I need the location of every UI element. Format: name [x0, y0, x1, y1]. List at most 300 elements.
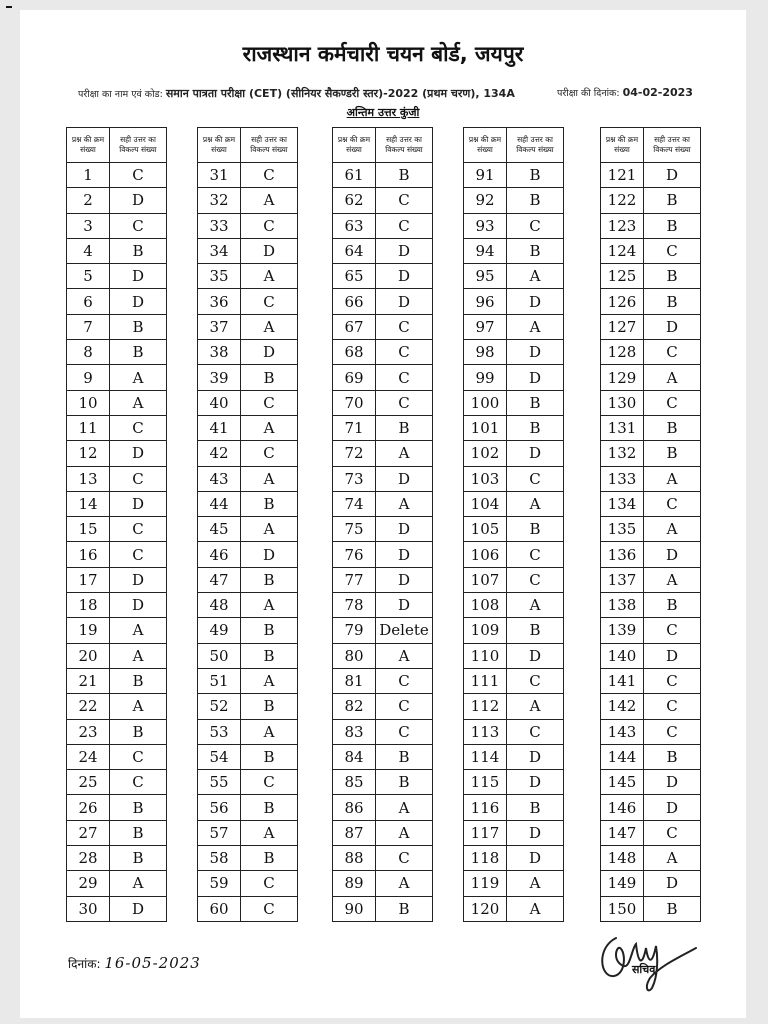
correct-option: D [241, 340, 298, 365]
correct-option: B [376, 163, 433, 188]
table-row [464, 491, 564, 516]
correct-option: A [241, 314, 298, 339]
question-number: 100 [464, 390, 507, 415]
table-row [333, 719, 433, 744]
footer-date-label: दिनांक: [68, 957, 101, 971]
table-row [464, 238, 564, 263]
table-row [67, 542, 167, 567]
table-row [198, 466, 298, 491]
question-number: 78 [333, 593, 376, 618]
correct-option: A [507, 694, 564, 719]
correct-option: C [644, 719, 701, 744]
question-number: 48 [198, 593, 241, 618]
correct-option: D [507, 441, 564, 466]
question-number: 21 [67, 668, 110, 693]
table-row [67, 188, 167, 213]
table-row [464, 846, 564, 871]
correct-option: D [110, 567, 167, 592]
question-number: 113 [464, 719, 507, 744]
question-number: 73 [333, 466, 376, 491]
correct-option: B [507, 163, 564, 188]
question-number: 9 [67, 365, 110, 390]
correct-option: B [241, 643, 298, 668]
correct-option: B [241, 744, 298, 769]
correct-option: D [644, 770, 701, 795]
table-row [198, 365, 298, 390]
table-row [464, 694, 564, 719]
correct-option: B [644, 896, 701, 921]
table-row [601, 238, 701, 263]
table-row [333, 415, 433, 440]
question-number: 90 [333, 896, 376, 921]
question-number: 133 [601, 466, 644, 491]
table-row [67, 390, 167, 415]
question-number: 17 [67, 567, 110, 592]
correct-option: A [110, 643, 167, 668]
correct-option: A [241, 188, 298, 213]
table-row [464, 466, 564, 491]
question-number: 29 [67, 871, 110, 896]
table-row [333, 238, 433, 263]
table-row [67, 213, 167, 238]
question-number: 77 [333, 567, 376, 592]
correct-option: B [110, 314, 167, 339]
correct-option: D [110, 441, 167, 466]
question-number: 16 [67, 542, 110, 567]
question-number: 140 [601, 643, 644, 668]
correct-option: C [376, 719, 433, 744]
table-row [67, 365, 167, 390]
question-number: 135 [601, 517, 644, 542]
table-row [198, 896, 298, 921]
question-number: 26 [67, 795, 110, 820]
correct-option: C [241, 871, 298, 896]
table-row [198, 517, 298, 542]
table-row [601, 340, 701, 365]
question-number: 121 [601, 163, 644, 188]
table-row [601, 846, 701, 871]
table-row [464, 719, 564, 744]
correct-option: B [241, 567, 298, 592]
table-row [464, 567, 564, 592]
table-row [601, 795, 701, 820]
correct-option: D [110, 491, 167, 516]
correct-option: C [110, 517, 167, 542]
question-number: 145 [601, 770, 644, 795]
exam-date-info [557, 86, 693, 99]
correct-option: A [644, 567, 701, 592]
question-number: 139 [601, 618, 644, 643]
question-number: 83 [333, 719, 376, 744]
correct-option: C [507, 719, 564, 744]
question-number: 15 [67, 517, 110, 542]
table-row [601, 415, 701, 440]
question-number: 65 [333, 264, 376, 289]
correct-option: B [110, 719, 167, 744]
table-row [464, 795, 564, 820]
table-row [464, 643, 564, 668]
table-row [67, 871, 167, 896]
question-number: 127 [601, 314, 644, 339]
footer-date-value: 16-05-2023 [104, 954, 201, 972]
table-row [198, 770, 298, 795]
correct-option: D [644, 795, 701, 820]
question-number: 146 [601, 795, 644, 820]
table-header-row [198, 128, 298, 163]
correct-option: B [507, 415, 564, 440]
table-row [67, 668, 167, 693]
table-row [67, 289, 167, 314]
correct-option: B [644, 744, 701, 769]
table-row [601, 871, 701, 896]
question-number: 81 [333, 668, 376, 693]
question-number: 150 [601, 896, 644, 921]
correct-option: B [507, 390, 564, 415]
table-row [464, 770, 564, 795]
correct-option: C [507, 213, 564, 238]
table-row [198, 846, 298, 871]
correct-option: D [376, 517, 433, 542]
question-number: 56 [198, 795, 241, 820]
question-number: 131 [601, 415, 644, 440]
table-row [464, 289, 564, 314]
correct-option: A [241, 820, 298, 845]
table-row [67, 517, 167, 542]
footer-date [68, 954, 201, 972]
correct-option: C [376, 668, 433, 693]
answer-key-sheet [20, 10, 746, 1018]
correct-option-header: सही उत्तर का विकल्प संख्या [644, 128, 701, 163]
table-row [601, 542, 701, 567]
correct-option: D [376, 466, 433, 491]
question-number: 24 [67, 744, 110, 769]
question-number: 93 [464, 213, 507, 238]
table-row [198, 795, 298, 820]
question-number: 126 [601, 289, 644, 314]
question-number: 10 [67, 390, 110, 415]
question-number: 28 [67, 846, 110, 871]
exam-label: परीक्षा का नाम एवं कोड: [78, 89, 163, 100]
correct-option: D [507, 770, 564, 795]
correct-option: D [644, 542, 701, 567]
correct-option: A [241, 593, 298, 618]
question-number: 99 [464, 365, 507, 390]
table-row [464, 188, 564, 213]
question-number: 31 [198, 163, 241, 188]
table-row [198, 415, 298, 440]
table-row [601, 668, 701, 693]
table-row [67, 163, 167, 188]
table-row [198, 668, 298, 693]
correct-option: D [110, 896, 167, 921]
question-number: 110 [464, 643, 507, 668]
correct-option: A [644, 466, 701, 491]
question-number: 80 [333, 643, 376, 668]
question-number: 147 [601, 820, 644, 845]
correct-option: C [110, 163, 167, 188]
question-number: 54 [198, 744, 241, 769]
table-row [333, 517, 433, 542]
correct-option: D [376, 542, 433, 567]
question-number: 53 [198, 719, 241, 744]
table-row [67, 770, 167, 795]
table-row [464, 340, 564, 365]
correct-option: B [110, 668, 167, 693]
correct-option: C [241, 896, 298, 921]
question-number: 144 [601, 744, 644, 769]
table-row [67, 694, 167, 719]
correct-option: A [376, 643, 433, 668]
table-row [464, 365, 564, 390]
question-number: 95 [464, 264, 507, 289]
correct-option: D [507, 643, 564, 668]
question-number: 63 [333, 213, 376, 238]
correct-option: B [507, 188, 564, 213]
question-number: 132 [601, 441, 644, 466]
correct-option: C [110, 770, 167, 795]
signature-title: सचिव [632, 963, 656, 976]
question-number: 6 [67, 289, 110, 314]
question-number: 39 [198, 365, 241, 390]
table-row [464, 871, 564, 896]
table-row [464, 593, 564, 618]
question-number: 7 [67, 314, 110, 339]
question-number: 141 [601, 668, 644, 693]
question-number: 112 [464, 694, 507, 719]
table-row [67, 820, 167, 845]
table-row [198, 314, 298, 339]
question-number-header: प्रश्न की क्रम संख्या [464, 128, 507, 163]
table-row [333, 340, 433, 365]
correct-option: C [110, 213, 167, 238]
correct-option: B [376, 770, 433, 795]
table-row [601, 390, 701, 415]
question-number: 3 [67, 213, 110, 238]
exam-info [78, 86, 515, 101]
question-number: 136 [601, 542, 644, 567]
correct-option: C [644, 390, 701, 415]
correct-option: B [644, 264, 701, 289]
correct-option: A [241, 668, 298, 693]
question-number: 66 [333, 289, 376, 314]
question-number: 8 [67, 340, 110, 365]
question-number: 67 [333, 314, 376, 339]
corner-mark [6, 6, 12, 8]
question-number: 59 [198, 871, 241, 896]
table-row [67, 896, 167, 921]
table-row [67, 719, 167, 744]
correct-option: A [241, 719, 298, 744]
correct-option: B [241, 846, 298, 871]
correct-option: C [110, 542, 167, 567]
correct-option: A [110, 694, 167, 719]
correct-option: D [376, 593, 433, 618]
question-number: 18 [67, 593, 110, 618]
question-number: 118 [464, 846, 507, 871]
question-number: 32 [198, 188, 241, 213]
table-header-row [67, 128, 167, 163]
question-number: 119 [464, 871, 507, 896]
table-row [601, 567, 701, 592]
question-number: 70 [333, 390, 376, 415]
answer-table-1 [66, 127, 167, 922]
question-number: 96 [464, 289, 507, 314]
table-header-row [601, 128, 701, 163]
correct-option: C [644, 820, 701, 845]
correct-option: D [376, 264, 433, 289]
correct-option: C [376, 365, 433, 390]
correct-option: B [110, 238, 167, 263]
question-number: 43 [198, 466, 241, 491]
answer-table-5 [600, 127, 701, 922]
question-number: 92 [464, 188, 507, 213]
correct-option: D [644, 643, 701, 668]
correct-option: A [110, 618, 167, 643]
table-row [198, 188, 298, 213]
table-row [601, 694, 701, 719]
table-row [67, 466, 167, 491]
exam-date: 04-02-2023 [622, 86, 693, 99]
correct-option: A [507, 871, 564, 896]
correct-option-header: सही उत्तर का विकल्प संख्या [241, 128, 298, 163]
table-row [67, 567, 167, 592]
exam-name: समान पात्रता परीक्षा (CET) (सीनियर सैकण्डरी स्तर)-2022 (प्रथम चरण), 134A [165, 87, 515, 100]
table-row [198, 542, 298, 567]
question-number: 82 [333, 694, 376, 719]
table-row [333, 770, 433, 795]
correct-option: C [376, 390, 433, 415]
question-number: 122 [601, 188, 644, 213]
correct-option: C [644, 491, 701, 516]
question-number: 19 [67, 618, 110, 643]
table-row [333, 314, 433, 339]
question-number: 75 [333, 517, 376, 542]
correct-option: Delete [376, 618, 433, 643]
correct-option: C [376, 340, 433, 365]
correct-option: A [241, 466, 298, 491]
correct-option: C [507, 668, 564, 693]
question-number: 108 [464, 593, 507, 618]
question-number: 25 [67, 770, 110, 795]
table-row [333, 846, 433, 871]
table-row [464, 415, 564, 440]
answer-table-3 [332, 127, 433, 922]
table-row [67, 593, 167, 618]
question-number: 44 [198, 491, 241, 516]
table-row [601, 719, 701, 744]
table-row [198, 820, 298, 845]
question-number: 103 [464, 466, 507, 491]
question-number: 89 [333, 871, 376, 896]
table-row [198, 744, 298, 769]
question-number: 134 [601, 491, 644, 516]
table-row [464, 314, 564, 339]
correct-option: A [376, 820, 433, 845]
question-number: 2 [67, 188, 110, 213]
correct-option: C [376, 314, 433, 339]
correct-option: D [376, 238, 433, 263]
correct-option: A [241, 415, 298, 440]
table-row [67, 846, 167, 871]
correct-option: D [507, 820, 564, 845]
question-number: 51 [198, 668, 241, 693]
table-row [601, 441, 701, 466]
question-number: 87 [333, 820, 376, 845]
table-row [67, 415, 167, 440]
question-number: 55 [198, 770, 241, 795]
correct-option: D [507, 744, 564, 769]
table-row [198, 719, 298, 744]
question-number: 50 [198, 643, 241, 668]
question-number: 97 [464, 314, 507, 339]
question-number: 120 [464, 896, 507, 921]
correct-option: C [241, 163, 298, 188]
correct-option: C [376, 846, 433, 871]
question-number: 60 [198, 896, 241, 921]
table-row [67, 643, 167, 668]
question-number: 38 [198, 340, 241, 365]
answer-table-4 [463, 127, 564, 922]
table-row [333, 365, 433, 390]
table-row [601, 163, 701, 188]
question-number: 69 [333, 365, 376, 390]
table-row [601, 466, 701, 491]
question-number: 116 [464, 795, 507, 820]
correct-option: D [110, 289, 167, 314]
question-number: 138 [601, 593, 644, 618]
question-number: 88 [333, 846, 376, 871]
table-row [464, 896, 564, 921]
table-row [198, 163, 298, 188]
correct-option: A [241, 517, 298, 542]
correct-option: C [644, 340, 701, 365]
correct-option: C [507, 466, 564, 491]
table-row [601, 820, 701, 845]
correct-option: D [376, 289, 433, 314]
table-row [333, 289, 433, 314]
table-row [333, 213, 433, 238]
correct-option: B [110, 795, 167, 820]
correct-option: C [110, 466, 167, 491]
question-number: 91 [464, 163, 507, 188]
correct-option: A [241, 264, 298, 289]
table-row [67, 340, 167, 365]
question-number: 148 [601, 846, 644, 871]
table-row [464, 390, 564, 415]
table-row [464, 441, 564, 466]
question-number: 61 [333, 163, 376, 188]
correct-option-header: सही उत्तर का विकल्प संख्या [507, 128, 564, 163]
correct-option: D [644, 871, 701, 896]
correct-option: D [110, 188, 167, 213]
table-row [333, 441, 433, 466]
question-number: 5 [67, 264, 110, 289]
question-number: 106 [464, 542, 507, 567]
question-number: 36 [198, 289, 241, 314]
question-number: 33 [198, 213, 241, 238]
question-number: 20 [67, 643, 110, 668]
correct-option: B [507, 795, 564, 820]
table-row [601, 491, 701, 516]
table-row [198, 694, 298, 719]
correct-option: A [110, 390, 167, 415]
question-number: 27 [67, 820, 110, 845]
question-number: 72 [333, 441, 376, 466]
question-number: 105 [464, 517, 507, 542]
correct-option: B [110, 846, 167, 871]
table-row [67, 238, 167, 263]
correct-option: A [644, 517, 701, 542]
